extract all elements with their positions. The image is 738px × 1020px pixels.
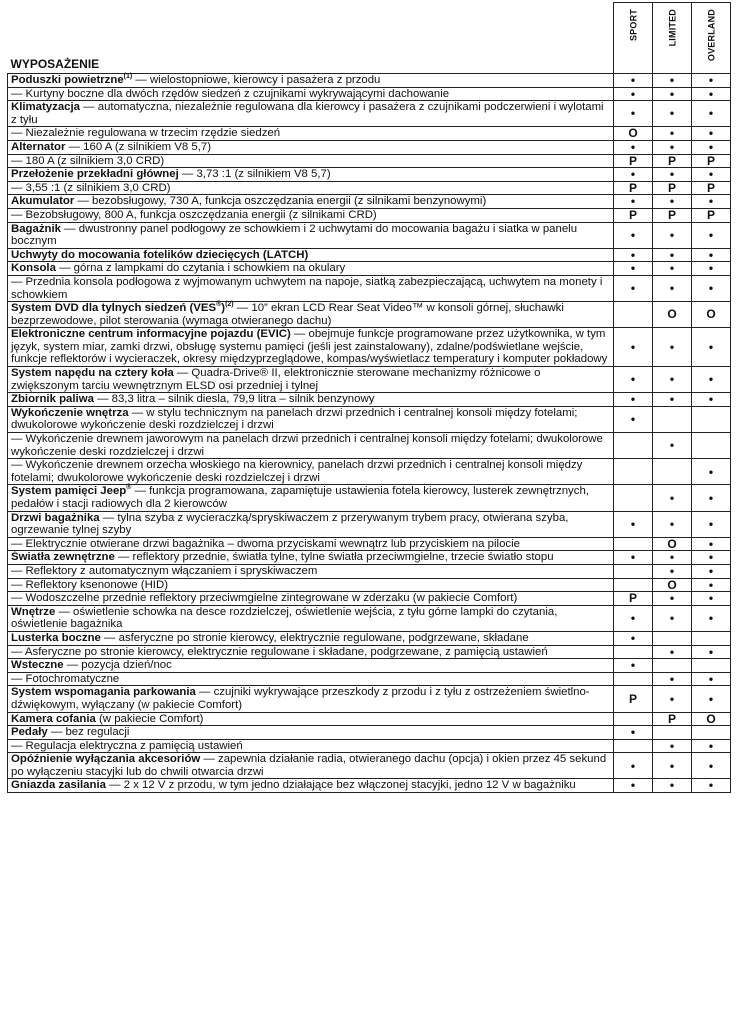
- equipment-table: [7, 2, 731, 793]
- feature-description: [8, 181, 614, 195]
- feature-description: [8, 592, 614, 606]
- feature-description: [8, 605, 614, 631]
- feature-label: Lusterka boczne: [11, 631, 101, 644]
- feature-text: — tylna szyba z wycieraczką/spryskiwaczem z przerywanym trybem pracy, otwierana szyba, ogrzewanie tylnej szyby: [11, 511, 569, 537]
- table-row: [8, 459, 731, 485]
- availability-overland: •: [692, 140, 731, 154]
- availability-sport: O: [614, 127, 653, 141]
- feature-label: Kamera cofania: [11, 712, 96, 725]
- availability-limited: •: [653, 605, 692, 631]
- availability-sport: [614, 537, 653, 551]
- availability-sport: •: [614, 275, 653, 301]
- feature-description: [8, 753, 614, 779]
- availability-limited: •: [653, 433, 692, 459]
- table-row: [8, 686, 731, 712]
- availability-limited: •: [653, 140, 692, 154]
- table-row: [8, 564, 731, 578]
- availability-limited: •: [653, 511, 692, 537]
- feature-label: Wsteczne: [11, 659, 64, 672]
- table-row: [8, 712, 731, 726]
- availability-sport: [614, 739, 653, 753]
- feature-label: Elektroniczne centrum informacyjne pojazdu (EVIC): [11, 328, 291, 341]
- feature-text: — pozycja dzień/noc: [63, 659, 172, 672]
- table-row: [8, 302, 731, 328]
- table-row: [8, 208, 731, 222]
- feature-text: — Reflektory ksenonowe (HID): [11, 578, 168, 591]
- availability-sport: P: [614, 154, 653, 168]
- availability-sport: [614, 485, 653, 511]
- feature-label: Konsola: [11, 262, 56, 275]
- table-row: [8, 592, 731, 606]
- feature-text: — Wodoszczelne przednie reflektory przeciwmgielne zintegrowane w zderzaku (w pakiecie Comfort): [11, 592, 518, 605]
- availability-sport: •: [614, 753, 653, 779]
- availability-limited: •: [653, 393, 692, 407]
- availability-sport: P: [614, 208, 653, 222]
- table-row: [8, 578, 731, 592]
- availability-overland: •: [692, 74, 731, 88]
- feature-label: Alternator: [11, 140, 66, 153]
- availability-limited: •: [653, 74, 692, 88]
- table-row: [8, 275, 731, 301]
- feature-text: — funkcja programowana, zapamiętuje ustawienia fotela kierowcy, lusterek zewnętrznych, pedałów i stacji radiowych dla 2 kierowców: [11, 485, 589, 510]
- availability-overland: •: [692, 248, 731, 262]
- feature-text: — Elektrycznie otwierane drzwi bagażnika – dwoma przyciskami wewnątrz lub przyciskiem na pilocie: [11, 537, 520, 550]
- feature-text: — 3,55 :1 (z silnikiem 3,0 CRD): [11, 181, 171, 194]
- table-row: [8, 605, 731, 631]
- availability-limited: •: [653, 564, 692, 578]
- table-row: [8, 262, 731, 276]
- availability-limited: P: [653, 208, 692, 222]
- availability-overland: •: [692, 511, 731, 537]
- availability-limited: •: [653, 195, 692, 209]
- feature-description: [8, 631, 614, 645]
- feature-text: — Quadra-Drive® II, elektronicznie sterowane mechanizmy różnicowe o zwiększonym tarciu wewnętrznym ELSD osi przedniej i tylnej: [11, 367, 541, 392]
- feature-description: [8, 564, 614, 578]
- table-row: [8, 101, 731, 127]
- feature-text: — Przednia konsola podłogowa z wyjmowanym uchwytem na napoje, siatką zabezpieczającą, uchwytem na monety i schowkiem: [11, 275, 603, 301]
- availability-overland: •: [692, 459, 731, 485]
- feature-label: Wnętrze: [11, 605, 56, 618]
- feature-description: [8, 726, 614, 740]
- availability-sport: •: [614, 779, 653, 793]
- availability-overland: O: [692, 302, 731, 328]
- feature-label: Poduszki powietrzne: [11, 74, 124, 86]
- availability-overland: •: [692, 537, 731, 551]
- availability-overland: •: [692, 367, 731, 393]
- availability-sport: [614, 433, 653, 459]
- table-row: [8, 551, 731, 565]
- column-header-label: SPORT: [628, 9, 639, 42]
- table-row: [8, 726, 731, 740]
- availability-sport: •: [614, 406, 653, 432]
- feature-label: Przełożenie przekładni głównej: [11, 168, 179, 181]
- table-header-row: [8, 3, 731, 74]
- availability-overland: O: [692, 712, 731, 726]
- availability-limited: •: [653, 592, 692, 606]
- feature-text: — Bezobsługowy, 800 A, funkcja oszczędzania energii (z silnikami CRD): [11, 208, 377, 221]
- feature-label: Opóźnienie wyłączania akcesoriów: [11, 753, 201, 766]
- table-title: WYPOSAŻENIE: [8, 3, 614, 74]
- table-row: [8, 537, 731, 551]
- feature-text: — reflektory przednie, światła tylne, tylne światła przeciwmgielne, trzecie światło stopu: [114, 551, 554, 564]
- feature-text: — dwustronny panel podłogowy ze schowkiem i 2 uchwytami do mocowania bagażu i siatka w panelu bocznym: [11, 222, 578, 248]
- feature-text: — Kurtyny boczne dla dwóch rzędów siedzeń z czujnikami wykrywającymi dachowanie: [11, 87, 450, 100]
- feature-description: [8, 127, 614, 141]
- footnote-marker: (2): [225, 301, 234, 309]
- table-row: [8, 127, 731, 141]
- availability-sport: •: [614, 101, 653, 127]
- availability-overland: [692, 406, 731, 432]
- feature-description: [8, 712, 614, 726]
- availability-limited: •: [653, 686, 692, 712]
- table-row: [8, 222, 731, 248]
- availability-overland: •: [692, 127, 731, 141]
- footnote-marker: (1): [123, 73, 133, 81]
- table-row: [8, 248, 731, 262]
- feature-description: [8, 779, 614, 793]
- table-row: [8, 140, 731, 154]
- availability-sport: •: [614, 262, 653, 276]
- availability-overland: •: [692, 168, 731, 182]
- feature-label: Pedały: [11, 726, 48, 739]
- feature-text: — 10” ekran LCD Rear Seat Video™ w konsoli górnej, słuchawki bezprzewodowe, pilot sterowania (wymaga otwieranego dachu): [11, 302, 564, 327]
- availability-sport: •: [614, 222, 653, 248]
- availability-sport: •: [614, 726, 653, 740]
- availability-overland: •: [692, 578, 731, 592]
- feature-description: [8, 302, 614, 328]
- availability-overland: •: [692, 551, 731, 565]
- feature-label: Zbiornik paliwa: [11, 393, 94, 406]
- availability-overland: •: [692, 393, 731, 407]
- availability-sport: •: [614, 393, 653, 407]
- availability-sport: [614, 578, 653, 592]
- feature-text: — Wykończenie drewnem orzecha włoskiego na kierownicy, panelach drzwi przednich i centralnej konsoli między fotelami; dwukolorowe wykończenie deski rozdzielczej i drzwi: [11, 459, 583, 484]
- availability-limited: •: [653, 262, 692, 276]
- availability-overland: •: [692, 262, 731, 276]
- table-row: [8, 154, 731, 168]
- feature-text: — Niezależnie regulowana w trzecim rzędzie siedzeń: [11, 127, 281, 140]
- availability-overland: •: [692, 328, 731, 367]
- table-row: [8, 393, 731, 407]
- availability-overland: •: [692, 753, 731, 779]
- availability-sport: P: [614, 592, 653, 606]
- availability-overland: •: [692, 686, 731, 712]
- feature-description: [8, 87, 614, 101]
- availability-sport: •: [614, 551, 653, 565]
- availability-overland: •: [692, 672, 731, 686]
- feature-description: [8, 537, 614, 551]
- availability-sport: •: [614, 631, 653, 645]
- feature-label: Drzwi bagażnika: [11, 511, 100, 524]
- availability-limited: •: [653, 87, 692, 101]
- feature-description: [8, 485, 614, 511]
- availability-overland: •: [692, 275, 731, 301]
- availability-limited: •: [653, 248, 692, 262]
- feature-text: — obejmuje funkcje programowane przez użytkownika, w tym język, system miar, zamki drzwi, obsługę systemu pamięci (jeśli jest zainstalowany), zdalne/podświetlane wejście, funkcje reflektorów i wycieraczek, okresy międzyprzeglądowe, kompas/wyświetlacz temperatury i komputer pokładowy: [11, 328, 608, 366]
- feature-text: — 2 x 12 V z przodu, w tym jedno działające bez włączonej stacyjki, jedno 12 V w bagażniku: [105, 779, 576, 792]
- availability-overland: [692, 726, 731, 740]
- availability-limited: •: [653, 753, 692, 779]
- availability-sport: •: [614, 511, 653, 537]
- table-row: [8, 672, 731, 686]
- availability-limited: •: [653, 485, 692, 511]
- availability-limited: P: [653, 154, 692, 168]
- availability-limited: •: [653, 551, 692, 565]
- table-row: [8, 485, 731, 511]
- table-row: [8, 631, 731, 645]
- feature-description: [8, 168, 614, 182]
- feature-label: System pamięci Jeep: [11, 485, 127, 498]
- availability-overland: •: [692, 195, 731, 209]
- column-header-label: OVERLAND: [706, 9, 717, 62]
- availability-sport: [614, 302, 653, 328]
- availability-sport: •: [614, 140, 653, 154]
- table-row: [8, 168, 731, 182]
- feature-text: — Regulacja elektryczna z pamięcią ustawień: [11, 739, 243, 752]
- feature-text: — 180 A (z silnikiem 3,0 CRD): [11, 154, 165, 167]
- availability-overland: •: [692, 564, 731, 578]
- feature-text: — Reflektory z automatycznym włączaniem i spryskiwaczem: [11, 564, 318, 577]
- availability-sport: •: [614, 168, 653, 182]
- availability-overland: P: [692, 208, 731, 222]
- availability-limited: O: [653, 578, 692, 592]
- table-row: [8, 739, 731, 753]
- availability-limited: •: [653, 222, 692, 248]
- availability-sport: [614, 459, 653, 485]
- availability-sport: •: [614, 659, 653, 673]
- availability-limited: [653, 631, 692, 645]
- feature-description: [8, 328, 614, 367]
- footnote-marker: ®: [216, 301, 222, 309]
- feature-label: Gniazda zasilania: [11, 779, 106, 792]
- feature-text: — zapewnia działanie radia, otwieranego dachu (opcja) i okien przez 45 sekund po wyłączeniu stacyjki lub do chwili otwarcia drzwi: [11, 753, 607, 778]
- availability-sport: P: [614, 686, 653, 712]
- table-row: [8, 74, 731, 88]
- feature-description: [8, 208, 614, 222]
- table-row: [8, 753, 731, 779]
- feature-label: Wykończenie wnętrza: [11, 406, 129, 419]
- availability-overland: •: [692, 222, 731, 248]
- availability-overland: •: [692, 101, 731, 127]
- feature-text: — asferyczne po stronie kierowcy, elektrycznie regulowane, podgrzewane, składane: [100, 631, 529, 644]
- feature-label: Akumulator: [11, 195, 75, 208]
- feature-description: [8, 459, 614, 485]
- availability-sport: •: [614, 367, 653, 393]
- availability-limited: •: [653, 168, 692, 182]
- feature-text: — Asferyczne po stronie kierowcy, elektrycznie regulowane i składane, podgrzewane, z pamięcią ustawień: [11, 645, 548, 658]
- feature-text: — górna z lampkami do czytania i schowkiem na okulary: [55, 262, 346, 275]
- feature-description: [8, 406, 614, 432]
- feature-label: Światła zewnętrzne: [11, 551, 115, 564]
- feature-label: Uchwyty do mocowania fotelików dziecięcych (LATCH): [11, 248, 309, 261]
- availability-limited: •: [653, 645, 692, 659]
- availability-sport: •: [614, 87, 653, 101]
- column-header-sport: [614, 3, 653, 74]
- availability-overland: •: [692, 739, 731, 753]
- feature-description: [8, 659, 614, 673]
- feature-label-tail: ): [221, 302, 226, 315]
- availability-overland: •: [692, 605, 731, 631]
- table-row: [8, 645, 731, 659]
- feature-text: — w stylu technicznym na panelach drzwi przednich i centralnej konsoli między fotelami; dwukolorowe wykończenie deski rozdzielczej i drzwi: [11, 406, 578, 432]
- availability-limited: •: [653, 739, 692, 753]
- feature-label: System wspomagania parkowania: [11, 686, 196, 699]
- feature-text: — Wykończenie drewnem jaworowym na panelach drzwi przednich i centralnej konsoli między fotelami; dwukolorowe wykończenie deski rozdzielczej i drzwi: [11, 433, 603, 458]
- column-header-label: LIMITED: [667, 9, 678, 47]
- availability-overland: [692, 433, 731, 459]
- feature-description: [8, 551, 614, 565]
- feature-text: — 3,73 :1 (z silnikiem V8 5,7): [178, 168, 331, 181]
- availability-overland: •: [692, 645, 731, 659]
- availability-limited: •: [653, 672, 692, 686]
- availability-sport: •: [614, 74, 653, 88]
- availability-sport: [614, 564, 653, 578]
- availability-sport: [614, 712, 653, 726]
- table-row: [8, 779, 731, 793]
- availability-overland: P: [692, 181, 731, 195]
- footnote-marker: ®: [126, 484, 132, 492]
- availability-overland: •: [692, 87, 731, 101]
- table-row: [8, 195, 731, 209]
- table-row: [8, 659, 731, 673]
- table-row: [8, 181, 731, 195]
- availability-limited: [653, 406, 692, 432]
- availability-overland: [692, 631, 731, 645]
- feature-description: [8, 222, 614, 248]
- feature-label: Bagażnik: [11, 222, 62, 235]
- availability-overland: [692, 659, 731, 673]
- availability-limited: [653, 459, 692, 485]
- availability-limited: O: [653, 302, 692, 328]
- table-row: [8, 433, 731, 459]
- availability-sport: •: [614, 328, 653, 367]
- availability-overland: P: [692, 154, 731, 168]
- feature-description: [8, 672, 614, 686]
- feature-description: [8, 101, 614, 127]
- feature-text: — 160 A (z silnikiem V8 5,7): [65, 140, 212, 153]
- availability-limited: [653, 726, 692, 740]
- availability-limited: •: [653, 127, 692, 141]
- availability-limited: •: [653, 275, 692, 301]
- availability-limited: •: [653, 328, 692, 367]
- feature-text: — automatyczna, niezależnie regulowana dla kierowcy i pasażera z czujnikami podczerwieni i wylotami z tyłu: [11, 101, 604, 126]
- availability-sport: •: [614, 195, 653, 209]
- availability-sport: •: [614, 605, 653, 631]
- column-header-overland: [692, 3, 731, 74]
- availability-limited: P: [653, 181, 692, 195]
- feature-description: [8, 74, 614, 88]
- feature-description: [8, 686, 614, 712]
- table-row: [8, 328, 731, 367]
- feature-description: [8, 262, 614, 276]
- feature-text: — bezobsługowy, 730 A, funkcja oszczędzania energii (z silnikami benzynowymi): [74, 195, 487, 208]
- availability-limited: P: [653, 712, 692, 726]
- feature-text: (w pakiecie Comfort): [95, 712, 204, 725]
- availability-limited: •: [653, 779, 692, 793]
- table-row: [8, 367, 731, 393]
- feature-label: System DVD dla tylnych siedzeń (VES: [11, 302, 217, 315]
- availability-limited: •: [653, 101, 692, 127]
- feature-description: [8, 367, 614, 393]
- availability-sport: [614, 672, 653, 686]
- availability-limited: •: [653, 367, 692, 393]
- table-row: [8, 406, 731, 432]
- availability-limited: O: [653, 537, 692, 551]
- feature-label: System napędu na cztery koła: [11, 367, 174, 380]
- feature-description: [8, 578, 614, 592]
- feature-description: [8, 393, 614, 407]
- feature-text: — bez regulacji: [47, 726, 130, 739]
- availability-limited: [653, 659, 692, 673]
- table-row: [8, 87, 731, 101]
- feature-description: [8, 154, 614, 168]
- feature-description: [8, 275, 614, 301]
- table-row: [8, 511, 731, 537]
- availability-sport: •: [614, 248, 653, 262]
- availability-sport: [614, 645, 653, 659]
- feature-text: — oświetlenie schowka na desce rozdzielczej, oświetlenie wejścia, z tyłu górne lampki do czytania, oświetlenie bagażnika: [11, 605, 558, 631]
- feature-description: [8, 739, 614, 753]
- availability-overland: •: [692, 485, 731, 511]
- feature-description: [8, 645, 614, 659]
- feature-text: — czujniki wykrywające przeszkody z przodu i z tyłu z ostrzeżeniem świetlno-dźwiękowym, wyłączany (w pakiecie Comfort): [11, 686, 590, 711]
- feature-text: — Fotochromatyczne: [11, 672, 120, 685]
- feature-description: [8, 248, 614, 262]
- feature-text: — wielostopniowe, kierowcy i pasażera z przodu: [132, 74, 381, 86]
- availability-sport: P: [614, 181, 653, 195]
- column-header-limited: [653, 3, 692, 74]
- feature-description: [8, 140, 614, 154]
- feature-description: [8, 511, 614, 537]
- availability-overland: •: [692, 592, 731, 606]
- feature-label: Klimatyzacja: [11, 101, 81, 114]
- feature-text: — 83,3 litra – silnik diesla, 79,9 litra – silnik benzynowy: [93, 393, 375, 406]
- feature-description: [8, 195, 614, 209]
- availability-overland: •: [692, 779, 731, 793]
- feature-description: [8, 433, 614, 459]
